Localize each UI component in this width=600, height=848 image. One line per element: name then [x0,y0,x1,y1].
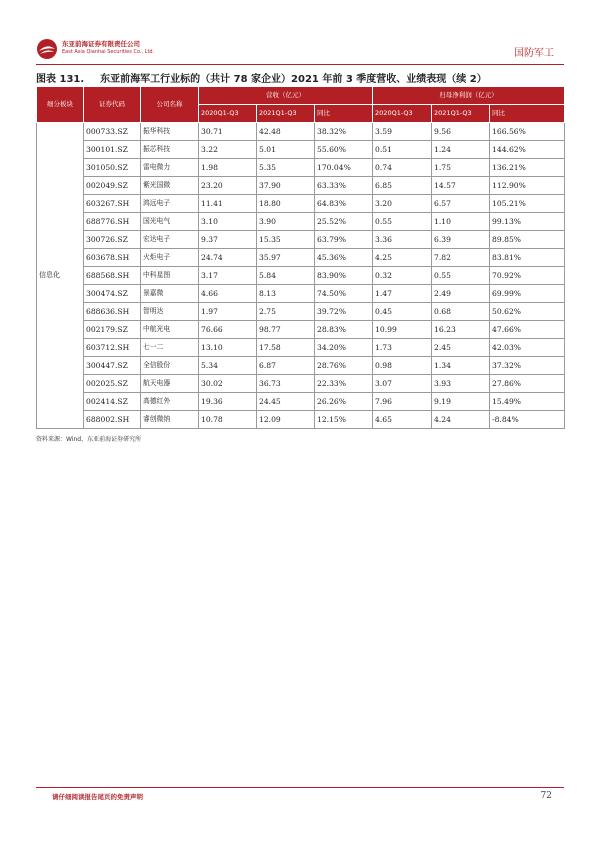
np-yoy-cell: 136.21% [490,159,565,177]
table-row [37,339,565,357]
rev-2021-cell: 5.35 [257,159,315,177]
rev-yoy-cell: 28.83% [315,321,373,339]
np-2020-cell: 0.74 [373,159,432,177]
code-cell: 688568.SH [84,267,141,285]
header-sector: 细分板块 [37,87,84,123]
name-cell: 火炬电子 [141,249,199,267]
table-header-row-1 [37,87,565,105]
name-cell: 雷电微力 [141,159,199,177]
code-cell: 000733.SZ [84,123,141,141]
rev-2020-cell: 9.37 [199,231,257,249]
np-2021-cell: 14.57 [432,177,490,195]
rev-2021-cell: 8.13 [257,285,315,303]
table-row [37,411,565,429]
header-rev-yoy: 同比 [315,105,373,123]
np-2021-cell: 6.39 [432,231,490,249]
np-2020-cell: 1.47 [373,285,432,303]
np-2021-cell: 1.24 [432,141,490,159]
np-2020-cell: 3.20 [373,195,432,213]
table-row [37,159,565,177]
name-cell: 宏达电子 [141,231,199,249]
np-2020-cell: 0.51 [373,141,432,159]
figure-caption: 东亚前海军工行业标的（共计 78 家企业）2021 年前 3 季度营收、业绩表现（续 2） [100,74,487,85]
rev-2021-cell: 36.73 [257,375,315,393]
rev-2020-cell: 3.22 [199,141,257,159]
header-revenue: 营收（亿元） [199,87,373,105]
name-cell: 智明达 [141,303,199,321]
np-2020-cell: 3.59 [373,123,432,141]
code-cell: 002049.SZ [84,177,141,195]
footer-divider [36,787,564,788]
table-row [37,231,565,249]
rev-yoy-cell: 63.33% [315,177,373,195]
name-cell: 中科星图 [141,267,199,285]
name-cell: 振芯科技 [141,141,199,159]
np-2021-cell: 6.57 [432,195,490,213]
rev-yoy-cell: 38.32% [315,123,373,141]
name-cell: 鸿远电子 [141,195,199,213]
table-body [37,123,565,429]
table-row [37,285,565,303]
rev-2021-cell: 2.75 [257,303,315,321]
rev-2020-cell: 10.78 [199,411,257,429]
table-row [37,249,565,267]
np-2021-cell: 1.10 [432,213,490,231]
code-cell: 603678.SH [84,249,141,267]
name-cell: 睿创微纳 [141,411,199,429]
rev-yoy-cell: 74.50% [315,285,373,303]
np-2021-cell: 0.55 [432,267,490,285]
np-yoy-cell: 105.21% [490,195,565,213]
rev-2020-cell: 5.34 [199,357,257,375]
np-yoy-cell: 42.03% [490,339,565,357]
np-2020-cell: 1.73 [373,339,432,357]
rev-2020-cell: 19.36 [199,393,257,411]
np-yoy-cell: 166.56% [490,123,565,141]
code-cell: 300474.SZ [84,285,141,303]
rev-2020-cell: 3.10 [199,213,257,231]
code-cell: 300447.SZ [84,357,141,375]
np-2020-cell: 3.36 [373,231,432,249]
np-2021-cell: 2.49 [432,285,490,303]
np-yoy-cell: 47.66% [490,321,565,339]
rev-yoy-cell: 63.79% [315,231,373,249]
name-cell: 国光电气 [141,213,199,231]
rev-2021-cell: 15.35 [257,231,315,249]
np-2020-cell: 4.65 [373,411,432,429]
rev-yoy-cell: 45.36% [315,249,373,267]
code-cell: 688636.SH [84,303,141,321]
rev-2020-cell: 30.02 [199,375,257,393]
np-2020-cell: 6.85 [373,177,432,195]
rev-2020-cell: 76.66 [199,321,257,339]
np-2021-cell: 9.56 [432,123,490,141]
table-row [37,177,565,195]
figure-title [36,70,564,84]
np-yoy-cell: 89.85% [490,231,565,249]
np-yoy-cell: 37.32% [490,357,565,375]
code-cell: 301050.SZ [84,159,141,177]
name-cell: 景嘉微 [141,285,199,303]
np-2020-cell: 0.32 [373,267,432,285]
table-row [37,123,565,141]
rev-2020-cell: 24.74 [199,249,257,267]
rev-yoy-cell: 55.60% [315,141,373,159]
table-row [37,303,565,321]
code-cell: 002025.SZ [84,375,141,393]
table-row [37,267,565,285]
table-row [37,141,565,159]
header-rev-2021: 2021Q1-Q3 [257,105,315,123]
table-row [37,375,565,393]
np-yoy-cell: 70.92% [490,267,565,285]
rev-yoy-cell: 22.33% [315,375,373,393]
code-cell: 688776.SH [84,213,141,231]
table-row [37,213,565,231]
name-cell: 航天电器 [141,375,199,393]
table-row [37,393,565,411]
code-cell: 300101.SZ [84,141,141,159]
header-code: 证券代码 [84,87,141,123]
np-yoy-cell: 83.81% [490,249,565,267]
np-2021-cell: 2.45 [432,339,490,357]
np-yoy-cell: 27.86% [490,375,565,393]
header-divider [36,64,564,65]
rev-2021-cell: 35.97 [257,249,315,267]
np-2021-cell: 3.93 [432,375,490,393]
rev-yoy-cell: 25.52% [315,213,373,231]
code-cell: 002414.SZ [84,393,141,411]
np-2021-cell: 0.68 [432,303,490,321]
np-yoy-cell: 50.62% [490,303,565,321]
np-2021-cell: 7.82 [432,249,490,267]
financials-table [36,86,565,429]
np-yoy-cell: 144.62% [490,141,565,159]
rev-2021-cell: 42.48 [257,123,315,141]
rev-yoy-cell: 83.90% [315,267,373,285]
header-name: 公司名称 [141,87,199,123]
np-2020-cell: 7.96 [373,393,432,411]
rev-2021-cell: 3.90 [257,213,315,231]
code-cell: 603712.SH [84,339,141,357]
np-yoy-cell: 69.99% [490,285,565,303]
rev-2020-cell: 30.71 [199,123,257,141]
report-section: 国防军工 [514,48,554,59]
np-2021-cell: 1.75 [432,159,490,177]
rev-yoy-cell: 64.83% [315,195,373,213]
np-2020-cell: 3.07 [373,375,432,393]
name-cell: 紫光国微 [141,177,199,195]
header-rev-2020: 2020Q1-Q3 [199,105,257,123]
rev-yoy-cell: 34.20% [315,339,373,357]
source-note: 资料来源：Wind，东亚前海证券研究所 [36,436,142,443]
company-name-en: East Asia Qianhai Securities Co., Ltd. [62,49,155,55]
header-np-yoy: 同比 [490,105,565,123]
np-yoy-cell: -8.84% [490,411,565,429]
rev-2021-cell: 17.58 [257,339,315,357]
code-cell: 603267.SH [84,195,141,213]
name-cell: 中航光电 [141,321,199,339]
rev-2020-cell: 3.17 [199,267,257,285]
np-2020-cell: 10.99 [373,321,432,339]
rev-2021-cell: 24.45 [257,393,315,411]
table-row [37,321,565,339]
np-yoy-cell: 112.90% [490,177,565,195]
np-2020-cell: 0.98 [373,357,432,375]
np-2020-cell: 4.25 [373,249,432,267]
code-cell: 300726.SZ [84,231,141,249]
code-cell: 002179.SZ [84,321,141,339]
name-cell: 高德红外 [141,393,199,411]
footer-disclaimer: 请仔细阅读报告尾页的免责声明 [52,793,143,801]
rev-2020-cell: 4.66 [199,285,257,303]
rev-2020-cell: 1.97 [199,303,257,321]
np-2021-cell: 16.23 [432,321,490,339]
name-cell: 全信股份 [141,357,199,375]
np-2021-cell: 9.19 [432,393,490,411]
page-number: 72 [540,791,552,801]
rev-2021-cell: 18.80 [257,195,315,213]
header-np-2021: 2021Q1-Q3 [432,105,490,123]
company-name-cn: 东亚前海证券有限责任公司 [62,40,140,48]
rev-2020-cell: 11.41 [199,195,257,213]
code-cell: 688002.SH [84,411,141,429]
rev-yoy-cell: 26.26% [315,393,373,411]
rev-yoy-cell: 28.76% [315,357,373,375]
np-2021-cell: 4.24 [432,411,490,429]
name-cell: 振华科技 [141,123,199,141]
rev-2020-cell: 1.98 [199,159,257,177]
np-2020-cell: 0.55 [373,213,432,231]
rev-2020-cell: 23.20 [199,177,257,195]
page-header [36,36,564,64]
rev-yoy-cell: 39.72% [315,303,373,321]
name-cell: 七一二 [141,339,199,357]
np-yoy-cell: 15.49% [490,393,565,411]
sector-cell: 信息化 [37,123,84,429]
rev-2021-cell: 6.87 [257,357,315,375]
np-2021-cell: 1.34 [432,357,490,375]
figure-number: 图表 131. [36,74,85,85]
rev-yoy-cell: 170.04% [315,159,373,177]
table-row [37,195,565,213]
company-logo-icon [36,38,58,60]
rev-2021-cell: 12.09 [257,411,315,429]
rev-2021-cell: 5.01 [257,141,315,159]
rev-2021-cell: 98.77 [257,321,315,339]
rev-2020-cell: 13.10 [199,339,257,357]
header-np-2020: 2020Q1-Q3 [373,105,432,123]
table-row [37,357,565,375]
header-profit: 归母净利润（亿元） [373,87,565,105]
np-yoy-cell: 99.13% [490,213,565,231]
rev-yoy-cell: 12.15% [315,411,373,429]
rev-2021-cell: 37.90 [257,177,315,195]
rev-2021-cell: 5.84 [257,267,315,285]
np-2020-cell: 0.45 [373,303,432,321]
